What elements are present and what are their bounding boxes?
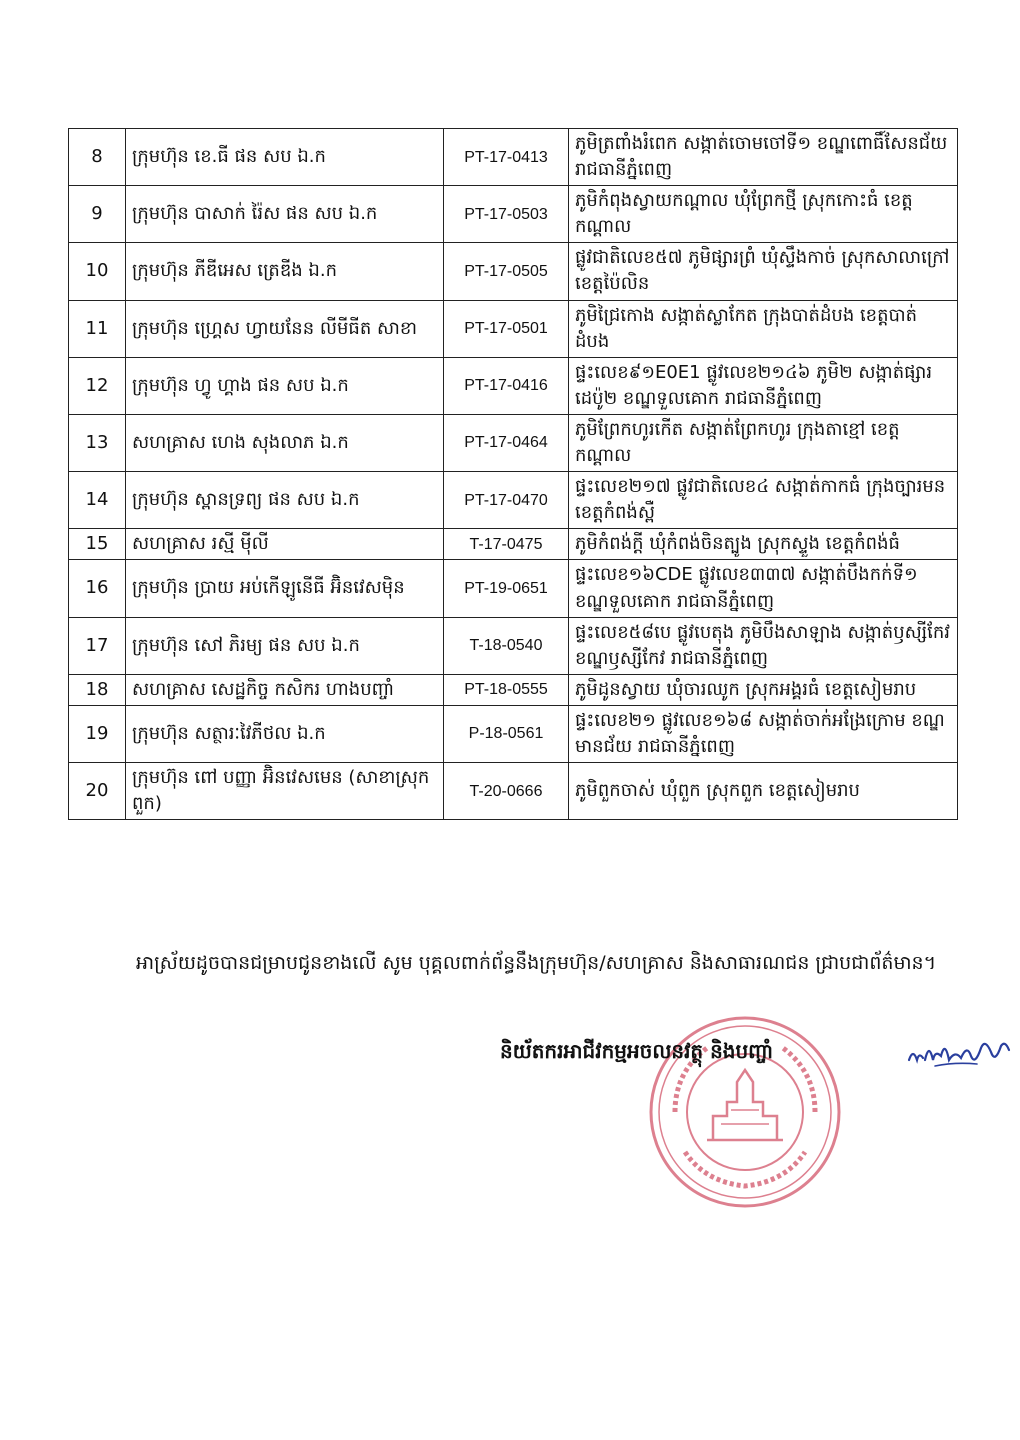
permit-number-cell: PT-17-0416 bbox=[444, 357, 569, 414]
company-name-cell: ក្រុមហ៊ុន ហ្វូ ហ្គាង ផន សប ឯ.ក bbox=[126, 357, 444, 414]
address-cell: ភូមិជ្រៃកោង សង្កាត់ស្លាកែត ក្រុងបាត់ដំបង ខេត្តបាត់ដំបង bbox=[569, 300, 958, 357]
company-name-cell: ក្រុមហ៊ុន ខេ.ធី ផន សប ឯ.ក bbox=[126, 129, 444, 186]
permit-number-cell: T-20-0666 bbox=[444, 763, 569, 820]
company-name-cell: ក្រុមហ៊ុន ប្រាយ អប់កើឡូនើធី អ៊ិនវេសម៉ិន bbox=[126, 560, 444, 617]
permit-number-cell: PT-19-0651 bbox=[444, 560, 569, 617]
address-cell: ភូមិពួកចាស់ ឃុំពួក ស្រុកពួក ខេត្តសៀមរាប bbox=[569, 763, 958, 820]
address-cell: ផ្ទះលេខ១៦CDE ផ្លូវលេខ៣៣៧ សង្កាត់បឹងកក់ទី១ ខណ្ឌទួលគោក រាជធានីភ្នំពេញ bbox=[569, 560, 958, 617]
table-row bbox=[69, 414, 958, 471]
address-cell: ភូមិព្រែកហូរកើត សង្កាត់ព្រែកហូរ ក្រុងតាខ្មៅ ខេត្តកណ្តាល bbox=[569, 414, 958, 471]
table-row bbox=[69, 529, 958, 560]
row-number-cell: 16 bbox=[69, 560, 126, 617]
company-name-cell: សហគ្រាស រស្មី ម៉ីលី bbox=[126, 529, 444, 560]
address-cell: ភូមិដូនស្វាយ ឃុំចារឈូក ស្រុកអង្គរធំ ខេត្តសៀមរាប bbox=[569, 674, 958, 705]
row-number-cell: 13 bbox=[69, 414, 126, 471]
address-cell: ភូមិកំពុងស្វាយកណ្តាល ឃុំព្រែកថ្មី ស្រុកកោះធំ ខេត្តកណ្តាល bbox=[569, 186, 958, 243]
table-row bbox=[69, 617, 958, 674]
company-name-cell: ក្រុមហ៊ុន សៅ ភិរម្យ ផន សប ឯ.ក bbox=[126, 617, 444, 674]
permit-number-cell: T-17-0475 bbox=[444, 529, 569, 560]
permit-number-cell: PT-17-0503 bbox=[444, 186, 569, 243]
company-name-cell: ក្រុមហ៊ុន ហ្គ្រេស ហ្វាយនែន លីមីធីត សាខា bbox=[126, 300, 444, 357]
table-row bbox=[69, 674, 958, 705]
address-cell: ផ្ទះលេខ២១ ផ្លូវលេខ១៦៨ សង្កាត់ចាក់អង្រែក្រោម ខណ្ឌមានជ័យ រាជធានីភ្នំពេញ bbox=[569, 705, 958, 762]
signatory-title: និយ័តករអាជីវកម្មអចលនវត្ថុ និងបញ្ចាំ bbox=[500, 1039, 774, 1063]
company-name-cell: ក្រុមហ៊ុន បាសាក់ រ៉ៃស ផន សប ឯ.ក bbox=[126, 186, 444, 243]
row-number-cell: 18 bbox=[69, 674, 126, 705]
company-name-cell: ក្រុមហ៊ុន សត្ថារៈវៃភីថល ឯ.ក bbox=[126, 705, 444, 762]
table-row bbox=[69, 300, 958, 357]
address-cell: ផ្ទះលេខ៩១E0E1 ផ្លូវលេខ២១៤៦ ភូមិ២ សង្កាត់ផ្សារដេប៉ូ២ ខណ្ឌទួលគោក រាជធានីភ្នំពេញ bbox=[569, 357, 958, 414]
permit-number-cell: P-18-0561 bbox=[444, 705, 569, 762]
row-number-cell: 14 bbox=[69, 472, 126, 529]
row-number-cell: 8 bbox=[69, 129, 126, 186]
permit-number-cell: PT-18-0555 bbox=[444, 674, 569, 705]
closing-paragraph: អាស្រ័យដូចបានជម្រាបជូនខាងលើ សូម បុគ្គលពាក់ព័ន្ធនឹងក្រុមហ៊ុន/សហគ្រាស និងសាធារណជន ជ្រាបជាព័ត៌មាន។ bbox=[136, 952, 937, 974]
table-row bbox=[69, 357, 958, 414]
table-row bbox=[69, 560, 958, 617]
registration-table-body bbox=[69, 129, 958, 820]
company-name-cell: ក្រុមហ៊ុន ពៅ បញ្ញា អ៊ិនវេសមេន (សាខាស្រុកពួក) bbox=[126, 763, 444, 820]
table-row bbox=[69, 472, 958, 529]
permit-number-cell: PT-17-0470 bbox=[444, 472, 569, 529]
table-row bbox=[69, 186, 958, 243]
row-number-cell: 10 bbox=[69, 243, 126, 300]
address-cell: ផ្ទះលេខ២១៧ ផ្លូវជាតិលេខ៤ សង្កាត់កាកធំ ក្រុងច្បារមន ខេត្តកំពង់ស្ពឺ bbox=[569, 472, 958, 529]
company-name-cell: ក្រុមហ៊ុន ស្ពានទ្រព្យ ផន សប ឯ.ក bbox=[126, 472, 444, 529]
address-cell: ផ្ទះលេខ៥៨បេ ផ្លូវបេតុង ភូមិបឹងសាឡាង សង្កាត់ឫស្សីកែវ ខណ្ឌឫស្សីកែវ រាជធានីភ្នំពេញ bbox=[569, 617, 958, 674]
permit-number-cell: PT-17-0413 bbox=[444, 129, 569, 186]
handwritten-signature bbox=[905, 1030, 1015, 1080]
row-number-cell: 17 bbox=[69, 617, 126, 674]
table-row bbox=[69, 243, 958, 300]
permit-number-cell: PT-17-0505 bbox=[444, 243, 569, 300]
row-number-cell: 9 bbox=[69, 186, 126, 243]
company-name-cell: សហគ្រាស សេដ្ឋកិច្ច កសិករ ហាងបញ្ចាំ bbox=[126, 674, 444, 705]
row-number-cell: 11 bbox=[69, 300, 126, 357]
address-cell: ផ្លូវជាតិលេខ៥៧ ភូមិផ្សារព្រំ ឃុំស្ទឹងកាច់ ស្រុកសាលាក្រៅ ខេត្តប៉ៃលិន bbox=[569, 243, 958, 300]
permit-number-cell: PT-17-0501 bbox=[444, 300, 569, 357]
table-row bbox=[69, 705, 958, 762]
company-name-cell: ក្រុមហ៊ុន ភីឌីអេស ត្រេឌីង ឯ.ក bbox=[126, 243, 444, 300]
address-cell: ភូមិកំពង់ក្តី ឃុំកំពង់ចិនត្បូង ស្រុកស្ទួង ខេត្តកំពង់ធំ bbox=[569, 529, 958, 560]
row-number-cell: 12 bbox=[69, 357, 126, 414]
registration-table bbox=[68, 128, 958, 820]
row-number-cell: 20 bbox=[69, 763, 126, 820]
company-name-cell: សហគ្រាស ហេង សុងលាភ ឯ.ក bbox=[126, 414, 444, 471]
row-number-cell: 15 bbox=[69, 529, 126, 560]
permit-number-cell: T-18-0540 bbox=[444, 617, 569, 674]
address-cell: ភូមិត្រពាំងរំពេក សង្កាត់ចោមចៅទី១ ខណ្ឌពោធិ៍សែនជ័យ រាជធានីភ្នំពេញ bbox=[569, 129, 958, 186]
table-row bbox=[69, 129, 958, 186]
row-number-cell: 19 bbox=[69, 705, 126, 762]
permit-number-cell: PT-17-0464 bbox=[444, 414, 569, 471]
table-row bbox=[69, 763, 958, 820]
